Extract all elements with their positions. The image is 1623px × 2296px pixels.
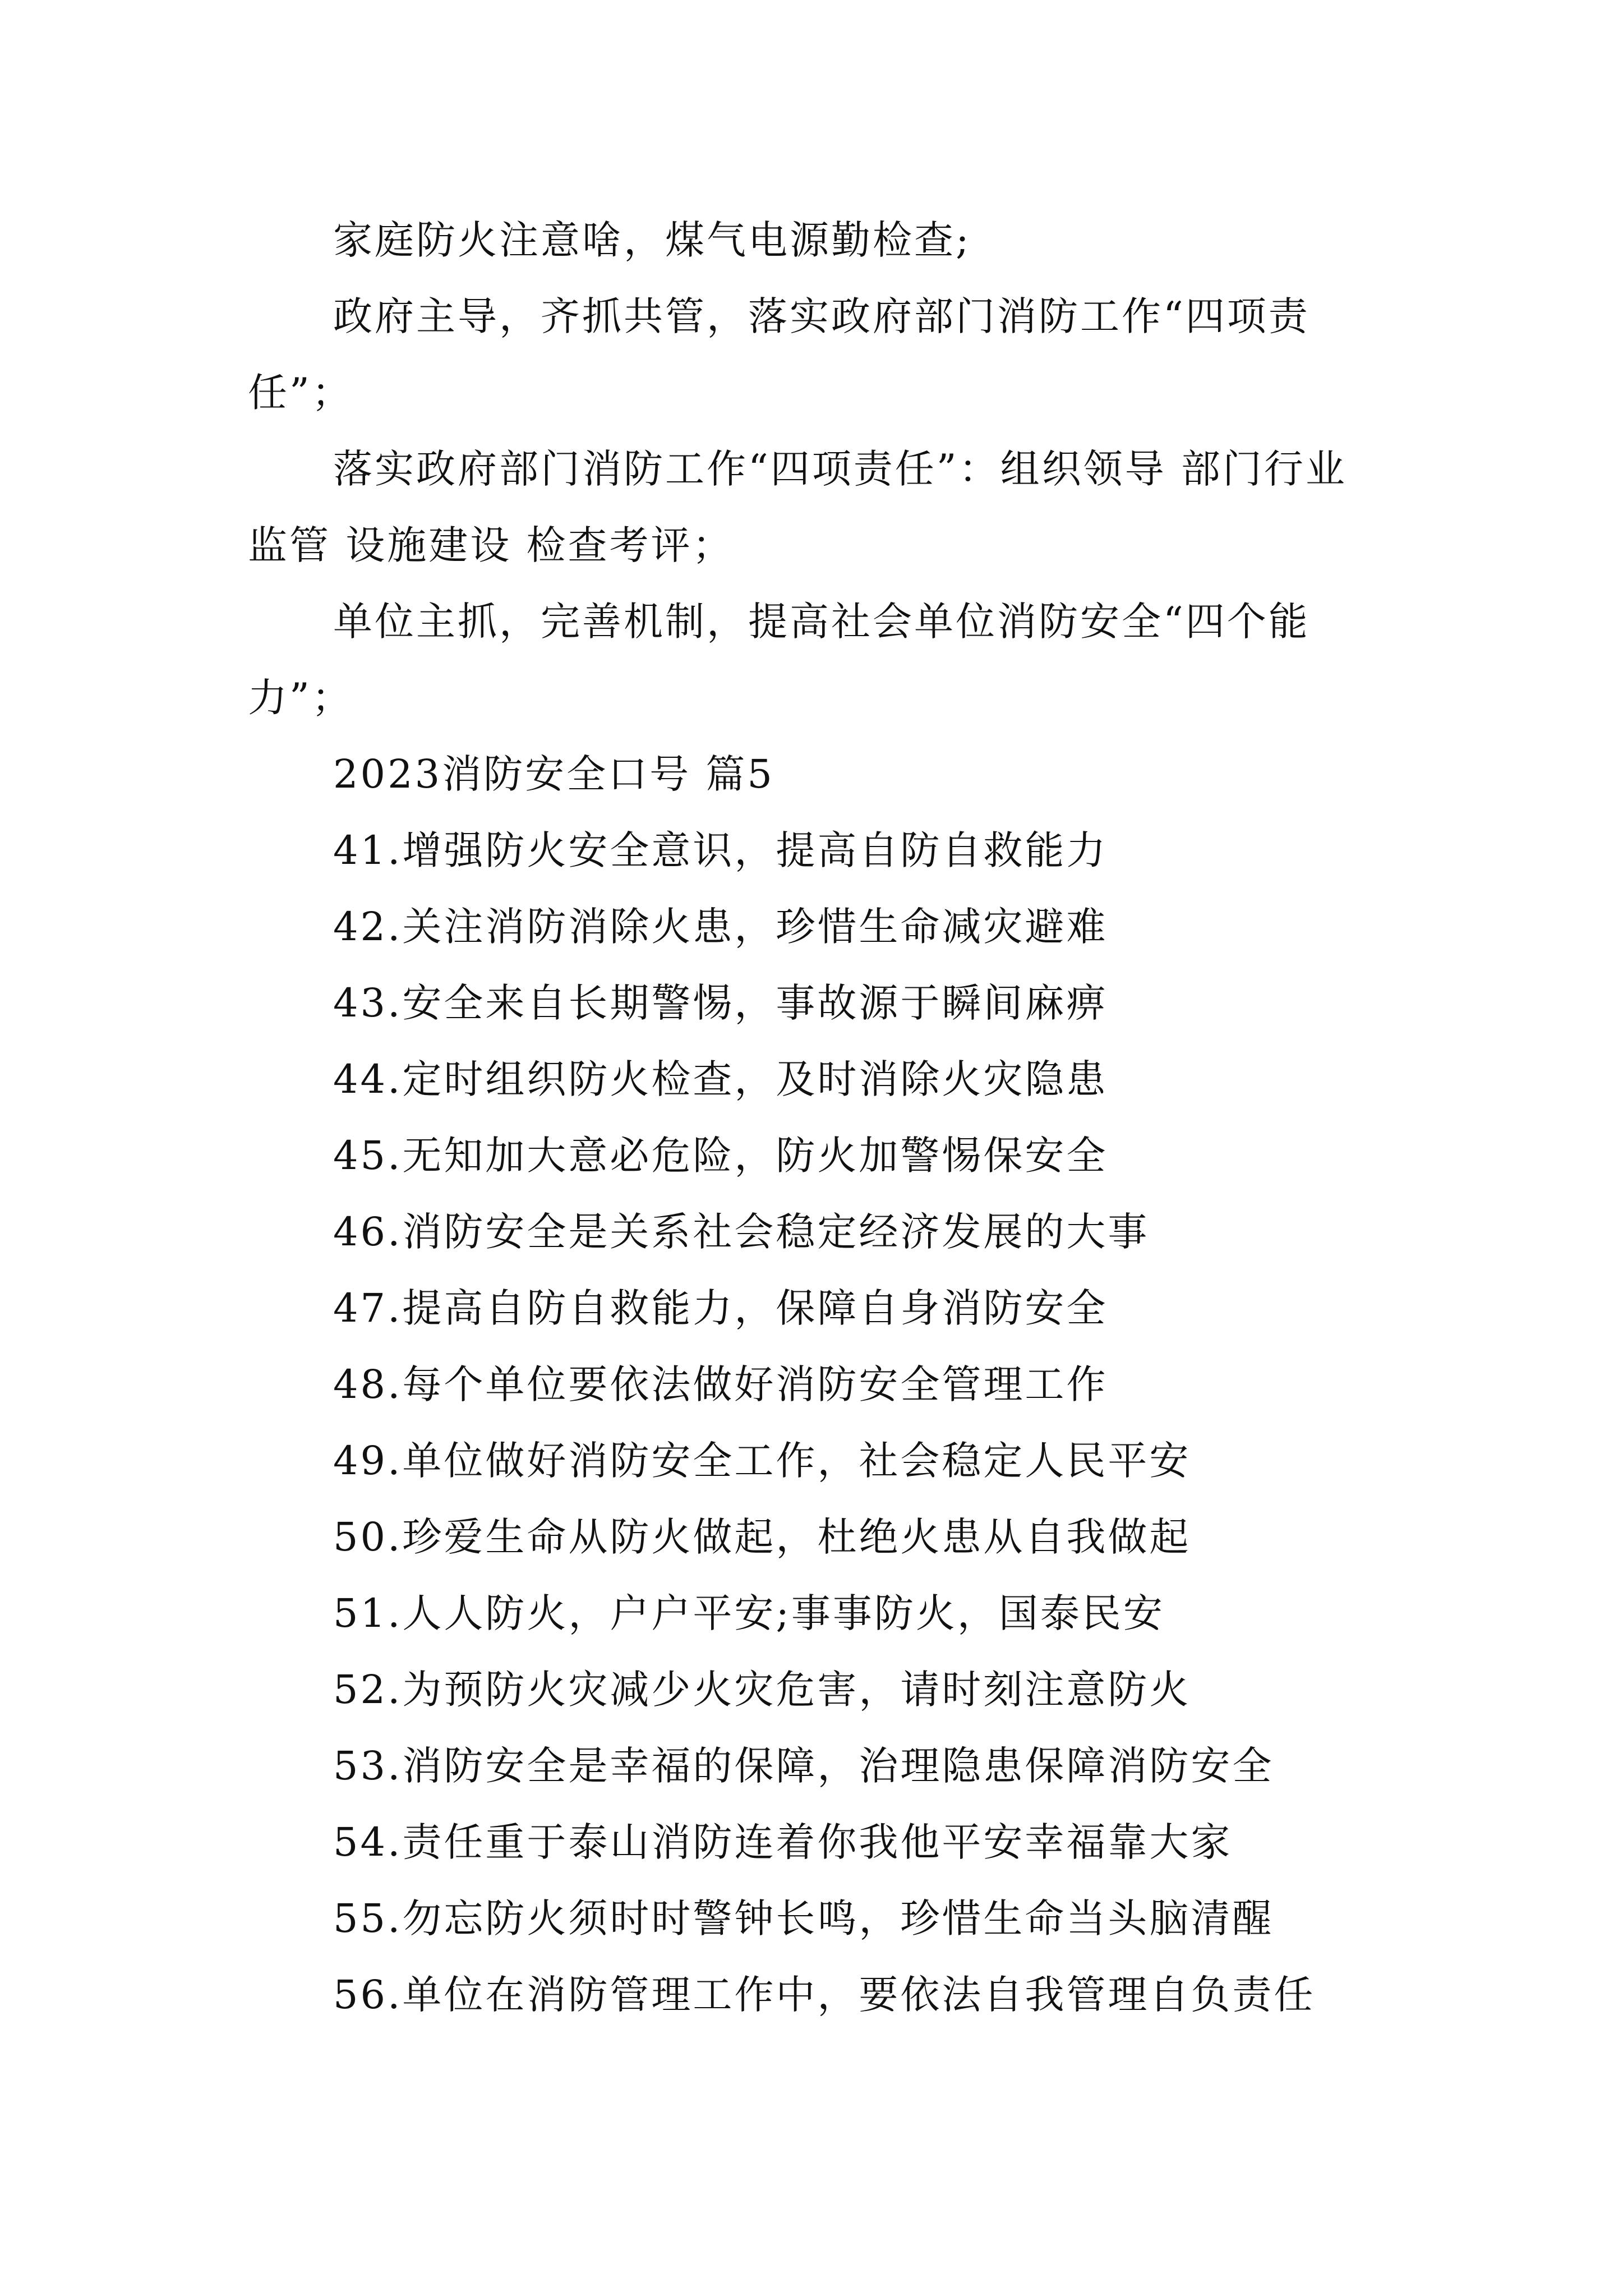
slogan-item: 44.定时组织防火检查，及时消除火灾隐患 (333, 1056, 1108, 1102)
paragraph-home-fire-safety: 家庭防火注意啥，煤气电源勤检查; (333, 217, 971, 263)
slogan-item: 51.人人防火，户户平安;事事防火，国泰民安 (333, 1590, 1165, 1636)
slogan-item: 42.关注消防消除火患，珍惜生命减灾避难 (333, 904, 1108, 950)
slogan-item: 43.安全来自长期警惕，事故源于瞬间麻痹 (333, 980, 1108, 1026)
slogan-item: 47.提高自防自救能力，保障自身消防安全 (333, 1285, 1108, 1331)
section-heading: 2023消防安全口号 篇5 (333, 751, 774, 797)
slogan-item: 48.每个单位要依法做好消防安全管理工作 (333, 1361, 1108, 1407)
slogan-item: 41.增强防火安全意识，提高自防自救能力 (333, 827, 1108, 873)
paragraph-four-responsibilities: 落实政府部门消防工作“四项责任”：组织领导 部门行业监管 设施建设 检查考评； (248, 446, 1347, 568)
slogan-item: 49.单位做好消防安全工作，社会稳定人民平安 (333, 1438, 1191, 1484)
paragraph-government-lead: 政府主导，齐抓共管，落实政府部门消防工作“四项责任”； (248, 293, 1310, 416)
slogan-item: 50.珍爱生命从防火做起，杜绝火患从自我做起 (333, 1514, 1191, 1560)
slogan-item: 52.为预防火灾减少火灾危害，请时刻注意防火 (333, 1667, 1191, 1713)
slogan-item: 53.消防安全是幸福的保障，治理隐患保障消防安全 (333, 1743, 1274, 1789)
slogan-item: 55.勿忘防火须时时警钟长鸣，珍惜生命当头脑清醒 (333, 1895, 1274, 1941)
slogan-item: 46.消防安全是关系社会稳定经济发展的大事 (333, 1209, 1150, 1255)
slogan-item: 56.单位在消防管理工作中，要依法自我管理自负责任 (333, 1972, 1316, 2018)
slogan-item: 45.无知加大意必危险，防火加警惕保安全 (333, 1133, 1108, 1179)
paragraph-unit-four-abilities: 单位主抓，完善机制，提高社会单位消防安全“四个能力”； (248, 599, 1310, 721)
slogan-item: 54.责任重于泰山消防连着你我他平安幸福靠大家 (333, 1819, 1233, 1865)
document-body (248, 202, 1381, 2033)
